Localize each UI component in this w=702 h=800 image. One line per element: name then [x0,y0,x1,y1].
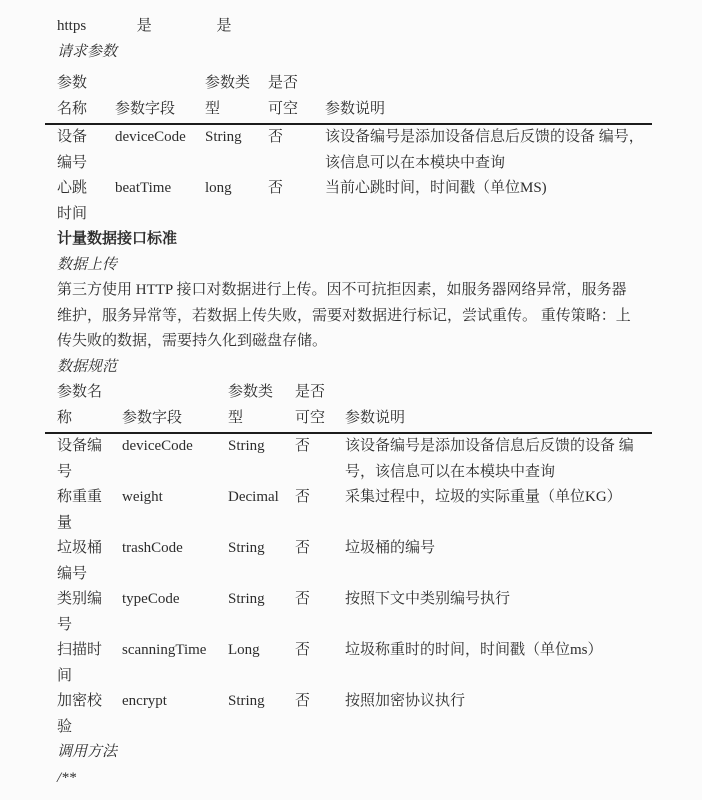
section-title-data-spec: 数据规范 [57,358,118,375]
cell-param-type: String [228,591,265,607]
header-param-name: 参数名称 [57,384,103,426]
section-title-metering-standard: 计量数据接口标准 [57,231,178,247]
cell-param-type: String [228,540,265,556]
cell-param-type: String [205,129,242,145]
upload-paragraph: 第三方使用 HTTP 接口对数据进行上传。因不可抗拒因素，如服务器网络异常，服务器维护，服务异常等，若数据上传失败，需要对数据进行标记，尝试重传。 重传策略：上传失败的数据，需要持久化到磁盘存储。 [57,282,631,349]
data-spec-table [57,380,652,740]
table-header-row [45,380,652,434]
cell-nullable: 否 [268,129,284,145]
cell-param-desc: 按照下文中类别编号执行 [345,591,511,607]
header-param-name: 参数名称 [57,75,88,117]
cell-param-desc: 该设备编号是添加设备信息后反馈的设备 编号，该信息可以在本模块中查询 [325,129,644,171]
section-title-data-upload: 数据上传 [57,256,118,273]
cell-param-desc: 当前心跳时间，时间戳（单位MS) [325,180,547,196]
cell-param-field: deviceCode [122,438,193,454]
table-row [57,638,652,689]
protocol-row [57,14,652,40]
request-params-table [57,71,652,227]
table-header-row [45,71,652,125]
cell-param-name: 心跳时间 [57,180,88,222]
header-param-desc: 参数说明 [325,100,386,117]
header-param-type: 参数类型 [228,384,274,426]
cell-param-name: 称重重量 [57,489,103,531]
cell-param-name: 设备编号 [57,438,103,480]
table-row [57,587,652,638]
cell-param-type: Long [228,642,260,658]
cell-param-desc: 垃圾称重时的时间，时间戳（单位ms） [345,642,603,658]
cell-nullable: 否 [295,489,311,505]
code-comment-open: /** [57,769,77,786]
cell-param-field: deviceCode [115,129,186,145]
cell-param-name: 设备编号 [57,129,88,171]
cell-param-type: String [228,693,265,709]
cell-param-name: 垃圾桶编号 [57,540,103,582]
protocol-flag-2: 是 [216,18,232,34]
cell-param-name: 加密校验 [57,693,103,735]
header-nullable: 是否可空 [295,384,326,426]
table-row [57,125,652,176]
table-row [57,176,652,227]
header-param-field: 参数字段 [122,409,183,426]
header-nullable: 是否可空 [268,75,299,117]
header-param-field: 参数字段 [115,100,176,117]
cell-param-type: long [205,180,232,196]
cell-param-desc: 垃圾桶的编号 [345,540,436,556]
section-title-request-params: 请求参数 [57,43,118,60]
cell-nullable: 否 [295,540,311,556]
protocol-flag-1: 是 [136,18,152,34]
cell-param-type: Decimal [228,489,279,505]
cell-param-field: scanningTime [122,642,207,658]
table-row [57,434,652,485]
cell-param-type: String [228,438,265,454]
cell-nullable: 否 [295,438,311,454]
protocol-value: https [57,18,87,34]
header-param-desc: 参数说明 [345,409,406,426]
section-title-invoke-method: 调用方法 [57,744,118,760]
cell-param-desc: 该设备编号是添加设备信息后反馈的设备 编号，该信息可以在本模块中查询 [345,438,634,480]
cell-param-name: 扫描时间 [57,642,103,684]
cell-nullable: 否 [295,693,311,709]
cell-param-field: weight [122,489,163,505]
table-row [57,536,652,587]
cell-nullable: 否 [268,180,284,196]
table-row [57,485,652,536]
cell-param-field: encrypt [122,693,167,709]
cell-param-desc: 按照加密协议执行 [345,693,466,709]
table-row [57,689,652,740]
header-param-type: 参数类型 [205,75,251,117]
cell-param-field: beatTime [115,180,172,196]
cell-param-name: 类别编号 [57,591,103,633]
cell-param-field: typeCode [122,591,180,607]
cell-param-field: trashCode [122,540,183,556]
cell-nullable: 否 [295,591,311,607]
cell-param-desc: 采集过程中，垃圾的实际重量（单位KG） [345,489,622,505]
cell-nullable: 否 [295,642,311,658]
